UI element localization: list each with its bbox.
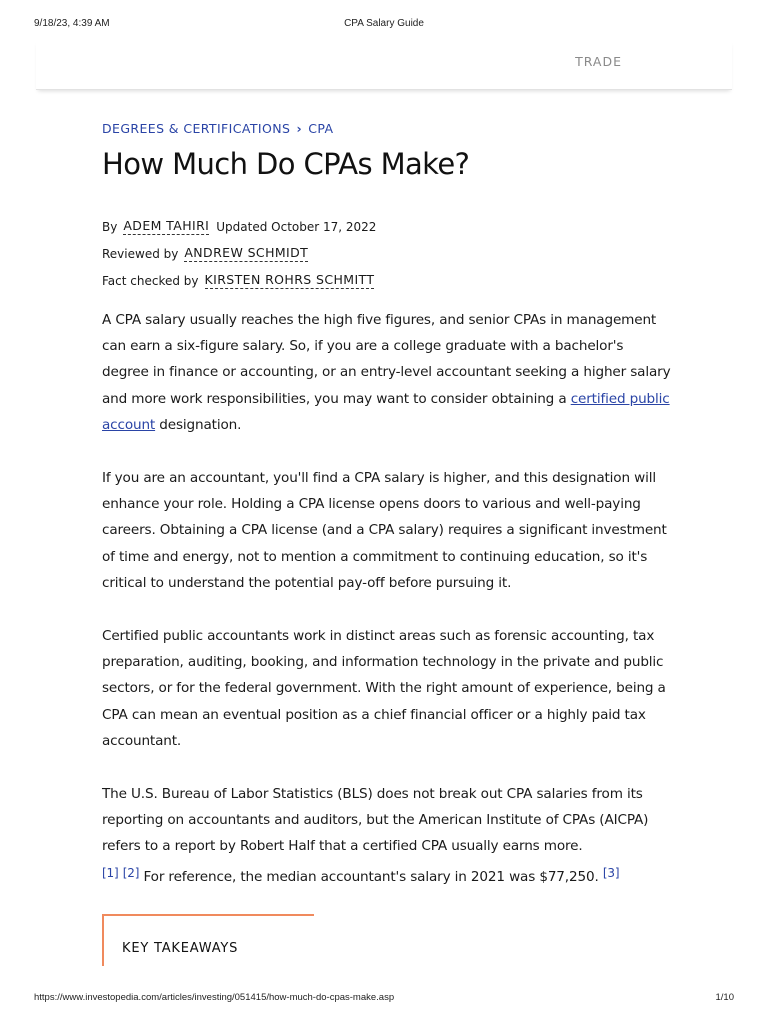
certified-public-account-link[interactable]: certified public account bbox=[102, 390, 670, 433]
print-header bbox=[34, 18, 734, 32]
paragraph-1-text-end: designation. bbox=[155, 416, 242, 433]
reviewed-prefix: Reviewed by bbox=[102, 246, 179, 261]
updated-date: Updated October 17, 2022 bbox=[216, 219, 377, 234]
paragraph-1-text: A CPA salary usually reaches the high five figures, and senior CPAs in management can earn a six-figure salary. So, if you are a college graduate with a bachelor's degree in finance or accounting, or an entry-level accountant seeking a higher salary and more work responsibilities, you may want to consider obtaining a bbox=[102, 312, 671, 407]
breadcrumb bbox=[102, 118, 674, 138]
byline-reviewer-row bbox=[102, 240, 674, 267]
chevron-right-icon: › bbox=[296, 120, 303, 136]
byline-factcheck-row bbox=[102, 267, 674, 294]
paragraph-1 bbox=[102, 307, 674, 438]
by-prefix: By bbox=[102, 219, 118, 234]
author-link[interactable]: ADEM TAHIRI bbox=[123, 218, 210, 233]
page-title: How Much Do CPAs Make? bbox=[102, 147, 470, 181]
print-page-number: 1/10 bbox=[715, 992, 734, 1003]
breadcrumb-cpa[interactable]: CPA bbox=[308, 120, 334, 136]
print-datetime: 9/18/23, 4:39 AM bbox=[34, 18, 110, 29]
breadcrumb-degrees-certifications[interactable]: DEGREES & CERTIFICATIONS bbox=[102, 120, 291, 136]
reviewer-link[interactable]: ANDREW SCHMIDT bbox=[184, 245, 309, 260]
paragraph-2: If you are an accountant, you'll find a CPA salary is higher, and this designation will enhance your role. Holding a CPA license opens doors to various and well-paying careers. Obtaining a CPA license (and a CPA salary) requires a significant investment of time and energy, not to mention a commitment to continuing education, so it's critical to understand the potential pay-off before pursuing it. bbox=[102, 470, 667, 591]
reference-2-link[interactable]: [2] bbox=[122, 865, 140, 880]
paragraph-4-text: The U.S. Bureau of Labor Statistics (BLS) does not break out CPA salaries from its reporting on accountants and auditors, but the American Institute of CPAs (AICPA) refers to a report by Robert Half that a certified CPA usually earns more. bbox=[102, 786, 649, 855]
article-body bbox=[102, 307, 674, 890]
print-url: https://www.investopedia.com/articles/investing/051415/how-much-do-cpas-make.asp bbox=[34, 992, 395, 1003]
reference-3-link[interactable]: [3] bbox=[602, 865, 620, 880]
site-nav-bar bbox=[36, 40, 732, 90]
reference-1-link[interactable]: [1] bbox=[102, 865, 119, 880]
print-footer bbox=[34, 992, 734, 1006]
factchecker-link[interactable]: KIRSTEN ROHRS SCHMITT bbox=[204, 272, 375, 287]
byline bbox=[102, 213, 674, 294]
paragraph-4-text-end: For reference, the median accountant's salary in 2021 was $77,250. bbox=[139, 868, 599, 885]
paragraph-3: Certified public accountants work in distinct areas such as forensic accounting, tax preparation, auditing, booking, and information technology in the private and public sectors, or for the federal government. With the right amount of experience, being a CPA can mean an eventual position as a chief financial officer or a highly paid tax accountant. bbox=[102, 628, 666, 749]
paragraph-4 bbox=[102, 781, 674, 890]
key-takeaways-title: KEY TAKEAWAYS bbox=[122, 941, 239, 956]
factcheck-prefix: Fact checked by bbox=[102, 273, 199, 288]
byline-author-row bbox=[102, 213, 674, 240]
print-doc-title: CPA Salary Guide bbox=[344, 18, 424, 29]
trade-nav-link[interactable]: TRADE bbox=[575, 54, 622, 69]
key-takeaways-box bbox=[102, 914, 314, 966]
article bbox=[102, 118, 674, 917]
